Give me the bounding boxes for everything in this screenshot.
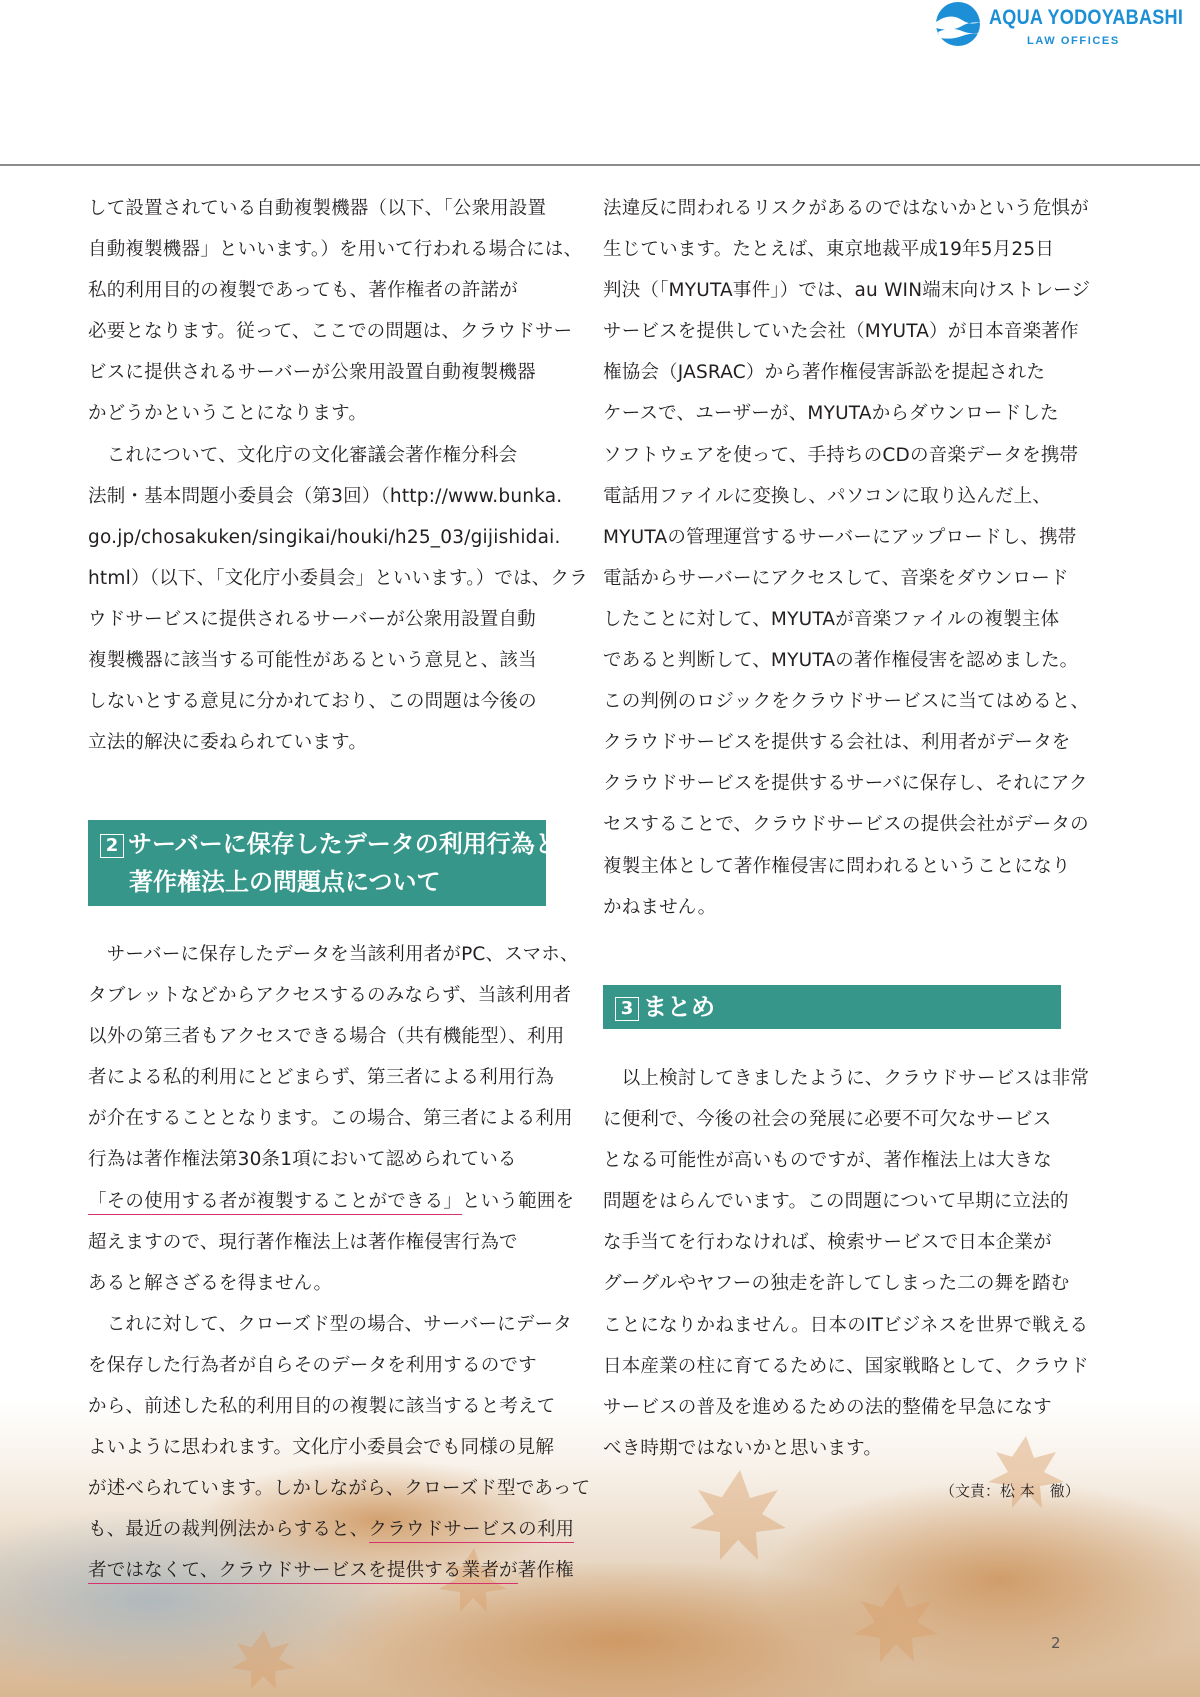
- text-line: を保存した行為者が自らそのデータを利用するのです: [88, 1354, 537, 1376]
- text-line: 複製機器に該当する可能性があるという意見と、該当: [88, 650, 537, 672]
- text-line: サーバーに保存したデータを当該利用者がPC、スマホ、: [88, 944, 579, 965]
- section-2-heading: [88, 820, 559, 906]
- firm-logo: [932, 0, 1184, 52]
- text-line: [88, 1181, 575, 1222]
- text-line: 判決（「MYUTA事件」）では、au WIN端末向けストレージ: [603, 280, 1091, 302]
- left-column: [88, 188, 588, 763]
- text-line: クラウドサービスを提供するサーバに保存し、それにアク: [603, 773, 1088, 795]
- text-line: かねません。: [603, 896, 717, 918]
- text-line: ことになりかねません。日本のITビジネスを世界で戦える: [603, 1314, 1089, 1336]
- text-line: したことに対して、MYUTAが音楽ファイルの複製主体: [603, 608, 1060, 630]
- text-line: な手当てを行わなければ、検索サービスで日本企業が: [603, 1232, 1052, 1254]
- text-line: サービスを提供していた会社（MYUTA）が日本音楽著作: [603, 321, 1079, 343]
- header-divider: [0, 164, 1200, 166]
- text-line: 日本産業の柱に育てるために、国家戦略として、クラウド: [603, 1355, 1089, 1377]
- text-line: 生じています。たとえば、東京地裁平成19年5月25日: [603, 239, 1055, 261]
- text-line: しないとする意見に分かれており、この問題は今後の: [88, 691, 537, 713]
- text-line: が述べられています。しかしながら、クローズド型であって: [88, 1478, 591, 1500]
- paragraph-r2: [603, 1058, 1090, 1469]
- inline-text: 著作権: [517, 1560, 574, 1582]
- section-title-line-2: 著作権法上の問題点について: [129, 868, 441, 896]
- text-line: ケースで、ユーザーが、MYUTAからダウンロードした: [603, 403, 1059, 425]
- left-column-lower: [88, 934, 591, 1592]
- text-line: 以上検討してきましたように、クラウドサービスは非常: [603, 1068, 1090, 1089]
- text-line: [88, 1550, 574, 1591]
- text-line: となる可能性が高いものですが、著作権法上は大きな: [603, 1150, 1052, 1172]
- section-number-badge: 2: [100, 834, 124, 858]
- author-credit: （文責：松 本 徹）: [940, 1482, 1080, 1500]
- underlined-phrase: クラウドサービスの利用: [369, 1519, 575, 1543]
- text-line: べき時期ではないかと思います。: [603, 1437, 883, 1459]
- text-line: go.jp/chosakuken/singikai/houki/h25_03/gijishidai.: [88, 526, 561, 548]
- right-column: [603, 188, 1091, 928]
- text-line: 複製主体として著作権侵害に問われるということになり: [603, 855, 1071, 877]
- text-line: 問題をはらんでいます。この問題について早期に立法的: [603, 1191, 1069, 1213]
- section-3-heading: [603, 985, 1061, 1029]
- underlined-quote: 「その使用する者が複製することができる」: [88, 1191, 462, 1215]
- text-line: 私的利用目的の複製であっても、著作権者の許諾が: [88, 280, 518, 302]
- right-column-lower: [603, 1058, 1090, 1469]
- text-line: して設置されている自動複製機器（以下、「公衆用設置: [88, 198, 547, 219]
- text-line: よいように思われます。文化庁小委員会でも同様の見解: [88, 1437, 555, 1459]
- text-line: から、前述した私的利用目的の複製に該当すると考えて: [88, 1396, 556, 1418]
- text-line: 電話用ファイルに変換し、パソコンに取り込んだ上、: [603, 485, 1052, 507]
- text-line: [88, 1509, 575, 1550]
- paragraph-2: [88, 435, 588, 764]
- text-line: MYUTAの管理運営するサーバーにアップロードし、携帯: [603, 526, 1077, 548]
- text-line: html）（以下、「文化庁小委員会」といいます。）では、クラ: [88, 567, 588, 589]
- text-line: が介在することとなります。この場合、第三者による利用: [88, 1108, 573, 1130]
- text-line: この判例のロジックをクラウドサービスに当てはめると、: [603, 691, 1090, 713]
- wave-logo-icon: [932, 0, 988, 50]
- text-line: サービスの普及を進めるための法的整備を早急になす: [603, 1396, 1052, 1418]
- text-line: 立法的解決に委ねられています。: [88, 732, 368, 754]
- text-line: 権協会（JASRAC）から著作権侵害訴訟を提起された: [603, 362, 1046, 384]
- text-line: 者による私的利用にとどまらず、第三者による利用行為: [88, 1067, 555, 1089]
- section-title-line-1: サーバーに保存したデータの利用行為と: [128, 830, 559, 858]
- text-line: セスすることで、クラウドサービスの提供会社がデータの: [603, 814, 1089, 836]
- text-line: グーグルやヤフーの独走を許してしまった二の舞を踏む: [603, 1273, 1070, 1295]
- text-line: これに対して、クローズド型の場合、サーバーにデータ: [88, 1313, 572, 1335]
- paragraph-r1: [603, 188, 1091, 928]
- logo-name: AQUA YODOYABASHI: [989, 6, 1184, 29]
- text-line: 必要となります。従って、ここでの問題は、クラウドサー: [88, 321, 573, 343]
- text-line: 以外の第三者もアクセスできる場合（共有機能型）、利用: [88, 1026, 565, 1048]
- section-number-badge: 3: [615, 997, 639, 1021]
- text-line: 法制・基本問題小委員会（第3回）（http://www.bunka.: [88, 485, 563, 507]
- text-line: ソフトウェアを使って、手持ちのCDの音楽データを携帯: [603, 444, 1079, 466]
- text-line: かどうかということになります。: [88, 403, 368, 425]
- text-line: 行為は著作権法第30条1項において認められている: [88, 1149, 517, 1171]
- text-line: タブレットなどからアクセスするのみならず、当該利用者: [88, 985, 572, 1007]
- text-line: 電話からサーバーにアクセスして、音楽をダウンロード: [603, 567, 1069, 589]
- logo-subtitle: LAW OFFICES: [1027, 35, 1120, 47]
- text-line: 超えますので、現行著作権法上は著作権侵害行為で: [88, 1231, 518, 1253]
- underlined-phrase: 者ではなくて、クラウドサービスを提供する業者が: [88, 1560, 518, 1584]
- paragraph-4: [88, 1304, 591, 1592]
- text-line: 自動複製機器」といいます。）を用いて行われる場合には、: [88, 239, 583, 261]
- text-line: 法違反に問われるリスクがあるのではないかという危惧が: [603, 198, 1089, 219]
- inline-text: も、最近の裁判例法からすると、: [88, 1519, 369, 1541]
- text-line: に便利で、今後の社会の発展に必要不可欠なサービス: [603, 1109, 1052, 1131]
- paragraph-3: [88, 934, 579, 1304]
- paragraph-1: [88, 188, 583, 435]
- text-line: ウドサービスに提供されるサーバーが公衆用設置自動: [88, 608, 536, 630]
- section-title: まとめ: [643, 993, 715, 1021]
- text-line: クラウドサービスを提供する会社は、利用者がデータを: [603, 732, 1071, 754]
- page-number: 2: [1051, 1634, 1061, 1652]
- text-line: あると解さざるを得ません。: [88, 1272, 333, 1294]
- text-line: であると判断して、MYUTAの著作権侵害を認めました。: [603, 650, 1079, 672]
- text-line: ビスに提供されるサーバーが公衆用設置自動複製機器: [88, 362, 536, 384]
- text-line: これについて、文化庁の文化審議会著作権分科会: [88, 444, 518, 466]
- inline-text: という範囲を: [462, 1190, 575, 1212]
